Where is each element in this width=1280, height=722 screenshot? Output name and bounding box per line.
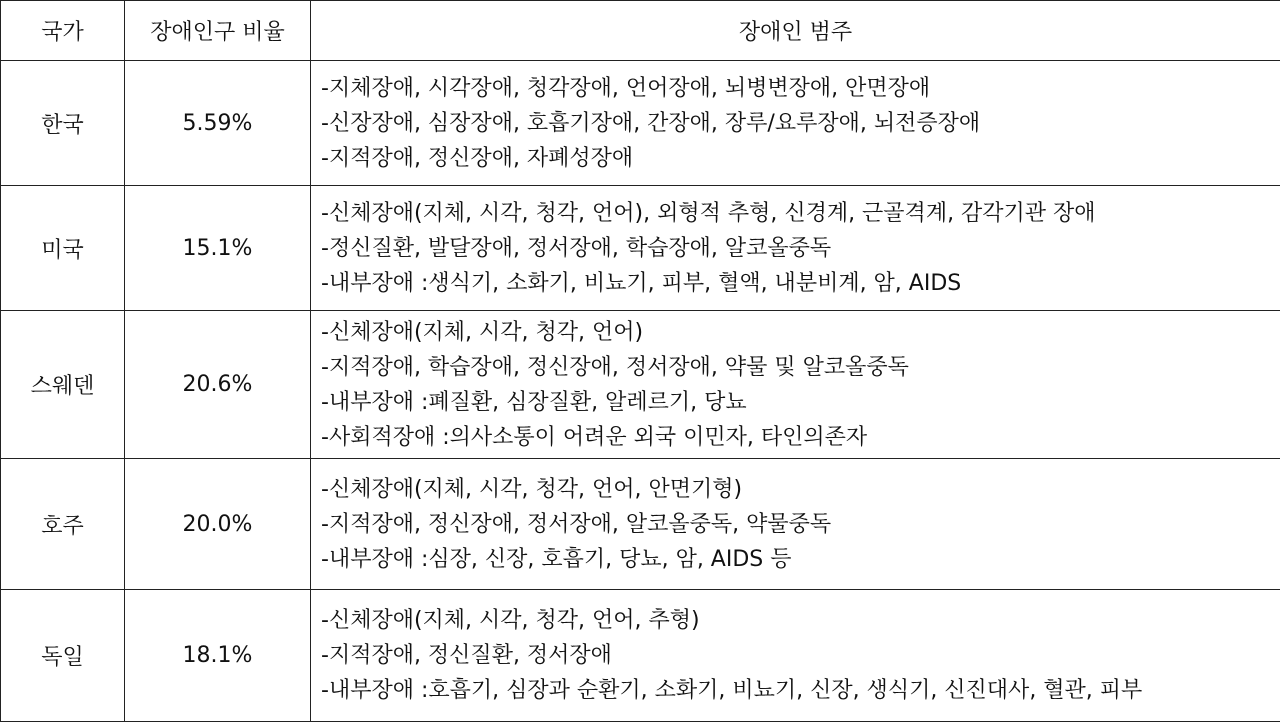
table-row: [1, 590, 1280, 722]
ratio-cell: 20.0%: [125, 459, 311, 590]
category-line: -지체장애, 시각장애, 청각장애, 언어장애, 뇌병변장애, 안면장애: [321, 71, 1280, 106]
country-cell: 한국: [1, 61, 125, 186]
table-header-row: [1, 1, 1280, 61]
country-cell: 스웨덴: [1, 311, 125, 459]
category-line: -신장장애, 심장장애, 호흡기장애, 간장애, 장루/요루장애, 뇌전증장애: [321, 106, 1280, 141]
table-row: [1, 311, 1280, 459]
table-row: [1, 186, 1280, 311]
category-line: -내부장애 :심장, 신장, 호흡기, 당뇨, 암, AIDS 등: [321, 542, 1280, 577]
header-ratio: 장애인구 비율: [125, 1, 311, 61]
ratio-cell: 18.1%: [125, 590, 311, 722]
category-line: -지적장애, 정신질환, 정서장애: [321, 638, 1280, 673]
country-cell: 호주: [1, 459, 125, 590]
categories-cell: [311, 459, 1280, 590]
country-cell: 미국: [1, 186, 125, 311]
category-line: -사회적장애 :의사소통이 어려운 외국 이민자, 타인의존자: [321, 420, 1280, 455]
category-line: -지적장애, 학습장애, 정신장애, 정서장애, 약물 및 알코올중독: [321, 350, 1280, 385]
ratio-cell: 15.1%: [125, 186, 311, 311]
ratio-cell: 5.59%: [125, 61, 311, 186]
category-line: -신체장애(지체, 시각, 청각, 언어): [321, 315, 1280, 350]
country-cell: 독일: [1, 590, 125, 722]
category-line: -지적장애, 정신장애, 정서장애, 알코올중독, 약물중독: [321, 507, 1280, 542]
categories-cell: [311, 61, 1280, 186]
category-line: -신체장애(지체, 시각, 청각, 언어, 안면기형): [321, 472, 1280, 507]
categories-cell: [311, 590, 1280, 722]
categories-cell: [311, 311, 1280, 459]
category-line: -정신질환, 발달장애, 정서장애, 학습장애, 알코올중독: [321, 231, 1280, 266]
category-line: -내부장애 :생식기, 소화기, 비뇨기, 피부, 혈액, 내분비계, 암, AIDS: [321, 266, 1280, 301]
category-line: -신체장애(지체, 시각, 청각, 언어, 추형): [321, 603, 1280, 638]
table-row: [1, 459, 1280, 590]
category-line: -내부장애 :폐질환, 심장질환, 알레르기, 당뇨: [321, 385, 1280, 420]
category-line: -신체장애(지체, 시각, 청각, 언어), 외형적 추형, 신경계, 근골격계, 감각기관 장애: [321, 196, 1280, 231]
header-categories: 장애인 범주: [311, 1, 1280, 61]
ratio-cell: 20.6%: [125, 311, 311, 459]
category-line: -지적장애, 정신장애, 자폐성장애: [321, 141, 1280, 176]
table-row: [1, 61, 1280, 186]
categories-cell: [311, 186, 1280, 311]
header-country: 국가: [1, 1, 125, 61]
category-line: -내부장애 :호흡기, 심장과 순환기, 소화기, 비뇨기, 신장, 생식기, 신진대사, 혈관, 피부: [321, 673, 1280, 708]
